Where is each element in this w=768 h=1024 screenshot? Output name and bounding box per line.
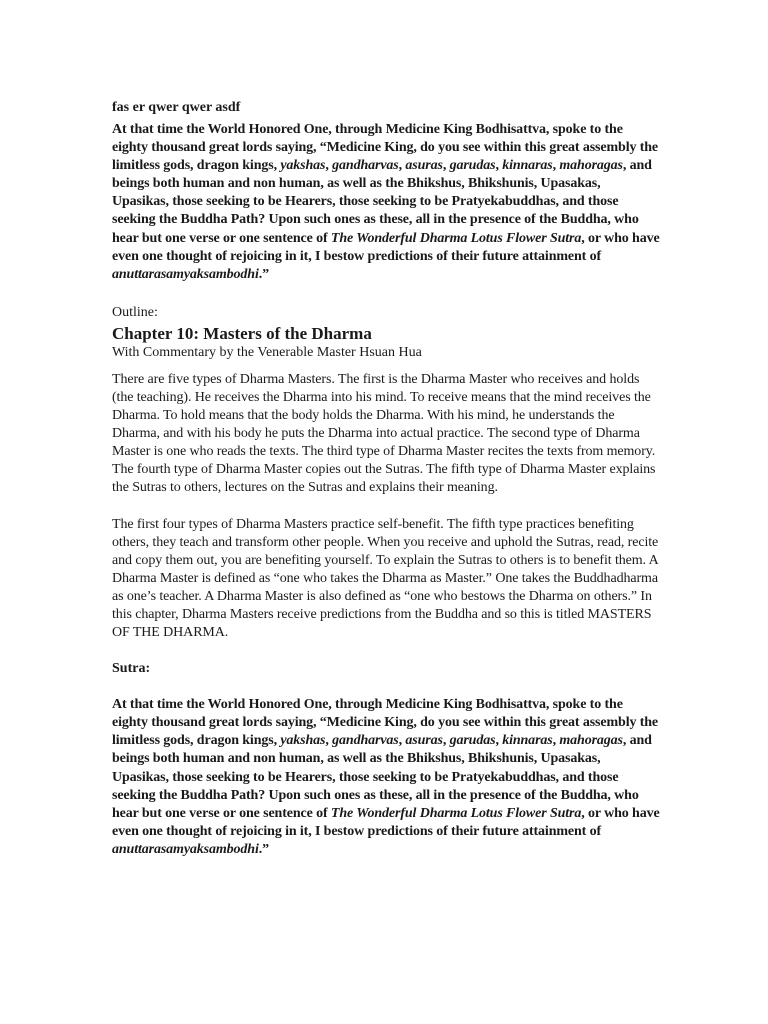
intro-sep: ,: [442, 158, 450, 174]
sutra-title: The Wonderful Dharma Lotus Flower Sutra: [330, 805, 582, 821]
term-anuttara: anuttarasamyaksambodhi: [112, 841, 259, 857]
chapter-title: Chapter 10: Masters of the Dharma: [112, 323, 372, 343]
sutra-text-1: At that time the World Honored One, through Medicine King Bodhisattva, spoke to the eighty thousand great lords saying, “Medicine King, do you see within this great assembly the limitless gods, dragon kings,: [112, 697, 659, 749]
term-mahoragas: mahoragas: [559, 158, 623, 174]
header-line: fas er qwer qwer asdf: [112, 100, 241, 115]
sutra-label: Sutra:: [112, 661, 151, 677]
term-kinnaras: kinnaras: [502, 158, 553, 174]
term-gandharvas: gandharvas: [332, 158, 399, 174]
sutra-paragraph: [112, 696, 660, 859]
intro-sep: ,: [325, 158, 333, 174]
term-kinnaras: kinnaras: [502, 733, 553, 749]
term-asuras: asuras: [405, 158, 443, 174]
intro-sep: ,: [495, 158, 503, 174]
term-garudas: garudas: [449, 158, 496, 174]
sutra-sep: ,: [398, 733, 406, 749]
term-asuras: asuras: [405, 733, 443, 749]
document-page: [112, 99, 660, 859]
sutra-text-4: .”: [258, 841, 269, 857]
intro-text-2: , and beings both human and non human, as well as the Bhikshus, Bhikshunis, Upasakas, Upasikas, those seeking to be Hearers, those seeking to be Pratyekabuddhas, and those seeking the Buddha Path? Upon such ones as these, all in the presence of the Buddha, who hear but one verse or one sentence of: [112, 158, 652, 246]
sutra-sep: ,: [325, 733, 333, 749]
intro-text-1: At that time the World Honored One, through Medicine King Bodhisattva, spoke to the eighty thousand great lords saying, “Medicine King, do you see within this great assembly the limitless gods, dragon kings,: [112, 122, 659, 174]
outline-label: Outline:: [112, 304, 158, 320]
intro-sep: ,: [398, 158, 406, 174]
intro-sep: ,: [552, 158, 560, 174]
term-garudas: garudas: [449, 733, 496, 749]
commentary-paragraph-1: There are five types of Dharma Masters. The first is the Dharma Master who receives and holds (the teaching). He receives the Dharma into his mind. To receive means that the mind receives the Dharma. To hold means that the body holds the Dharma. With his mind, he understands the Dharma, and with his body he puts the Dharma into actual practice. The second type of Dharma Master is one who reads the texts. The third type of Dharma Master recites the texts from memory. The fourth type of Dharma Master copies out the Sutras. The fifth type of Dharma Master explains the Sutras to others, lectures on the Sutras and explains their meaning.: [112, 371, 656, 496]
sutra-sep: ,: [552, 733, 560, 749]
sutra-text-3: , or who have even one thought of rejoicing in it, I bestow predictions of their future attainment of: [112, 805, 660, 839]
commentary-byline: With Commentary by the Venerable Master Hsuan Hua: [112, 344, 422, 360]
term-mahoragas: mahoragas: [559, 733, 623, 749]
term-yakshas: yakshas: [280, 158, 326, 174]
commentary-paragraph-2: The first four types of Dharma Masters practice self-benefit. The fifth type practices benefiting others, they teach and transform other people. When you receive and uphold the Sutras, read, recite and copy them out, you are benefiting yourself. To explain the Sutras to others is to benefit them. A Dharma Master is defined as “one who takes the Dharma as Master.” One takes the Buddhadharma as one’s teacher. A Dharma Master is also defined as “one who bestows the Dharma on others.” In this chapter, Dharma Masters receive predictions from the Buddha and so this is titled MASTERS OF THE DHARMA.: [112, 516, 659, 641]
term-yakshas: yakshas: [280, 733, 326, 749]
intro-paragraph: [112, 121, 660, 284]
intro-text-3: , or who have even one thought of rejoicing in it, I bestow predictions of their future attainment of: [112, 230, 660, 264]
sutra-title: The Wonderful Dharma Lotus Flower Sutra: [330, 230, 582, 246]
term-anuttara: anuttarasamyaksambodhi: [112, 266, 259, 282]
term-gandharvas: gandharvas: [332, 733, 399, 749]
sutra-text-2: , and beings both human and non human, as well as the Bhikshus, Bhikshunis, Upasakas, Upasikas, those seeking to be Hearers, those seeking to be Pratyekabuddhas, and those seeking the Buddha Path? Upon such ones as these, all in the presence of the Buddha, who hear but one verse or one sentence of: [112, 733, 652, 821]
sutra-sep: ,: [442, 733, 450, 749]
sutra-sep: ,: [495, 733, 503, 749]
intro-text-4: .”: [258, 266, 269, 282]
sutra-section: [112, 696, 660, 859]
